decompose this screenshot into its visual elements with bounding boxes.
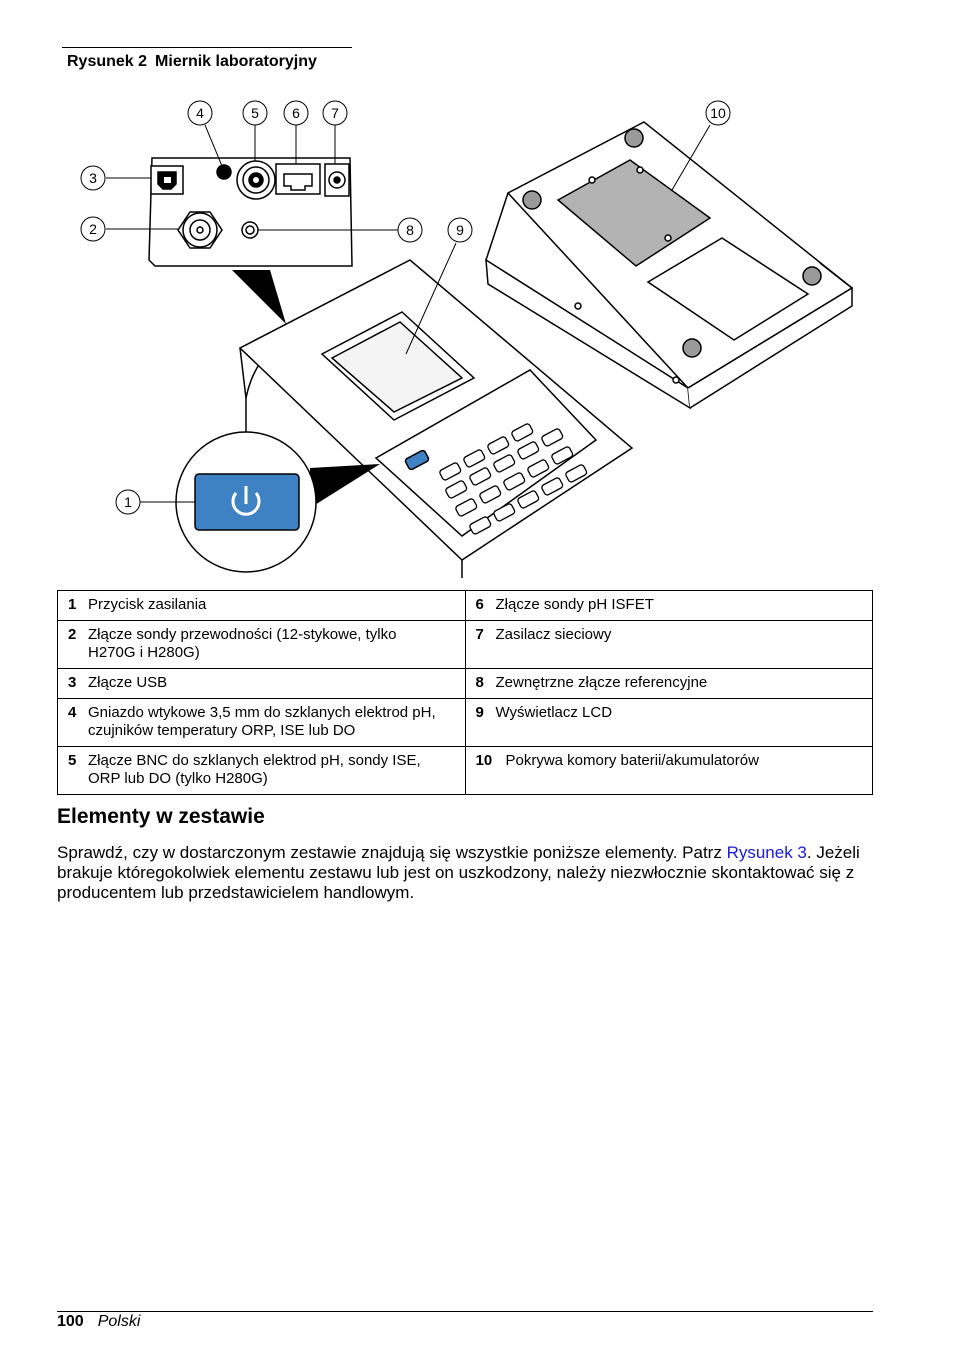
footer-language: Polski xyxy=(97,1313,141,1330)
callout-10 xyxy=(706,101,730,125)
callout-number: 2 xyxy=(89,221,97,237)
legend-cell-right xyxy=(465,591,873,621)
legend-cell-right xyxy=(465,747,873,795)
legend-number: 7 xyxy=(475,626,484,643)
callout-number: 1 xyxy=(124,494,132,510)
callout-6 xyxy=(284,101,308,125)
legend-number: 8 xyxy=(475,674,484,691)
legend-number: 9 xyxy=(475,704,484,721)
footer-rule xyxy=(57,1311,873,1312)
legend-row xyxy=(58,747,873,795)
callout-3 xyxy=(81,166,105,190)
callout-7 xyxy=(323,101,347,125)
callout-number: 9 xyxy=(456,222,464,238)
callout-number: 6 xyxy=(292,105,300,121)
legend-cell-left xyxy=(58,699,466,747)
callout-4 xyxy=(188,101,212,125)
connector-panel xyxy=(149,158,352,266)
figure-3-link[interactable]: Rysunek 3 xyxy=(726,843,807,862)
legend-number: 3 xyxy=(68,674,77,691)
meter-rear xyxy=(486,122,852,408)
callout-9 xyxy=(448,218,472,242)
legend-cell-left xyxy=(58,747,466,795)
panel-pointer xyxy=(232,270,286,324)
callout-8 xyxy=(398,218,422,242)
legend-cell-left xyxy=(58,669,466,699)
legend-text: Złącze BNC do szklanych elektrod pH, sondy ISE, ORP lub DO (tylko H280G) xyxy=(88,752,421,787)
legend-text: Zewnętrzne złącze referencyjne xyxy=(495,674,708,691)
legend-text: Złącze sondy pH ISFET xyxy=(495,596,654,613)
section-paragraph xyxy=(57,843,877,903)
page-number: 100 xyxy=(57,1313,84,1330)
meter-illustration xyxy=(60,88,860,578)
page-footer xyxy=(57,1313,140,1331)
callout-2 xyxy=(81,217,105,241)
callout-number: 3 xyxy=(89,170,97,186)
callout-5 xyxy=(243,101,267,125)
legend-row xyxy=(58,669,873,699)
power-button-magnified xyxy=(176,432,316,572)
legend-cell-left xyxy=(58,621,466,669)
paragraph-text-2: . Jeżeli brakuje któregokolwiek elementu zestawu lub jest on uszkodzony, należy niezwłocznie skontaktować się z producentem lub przedstawicielem handlowym. xyxy=(57,843,860,902)
figure-caption-rule xyxy=(62,47,352,48)
legend-cell-right xyxy=(465,621,873,669)
legend-cell-left xyxy=(58,591,466,621)
legend-cell-right xyxy=(465,669,873,699)
legend-row xyxy=(58,621,873,669)
legend-number: 5 xyxy=(68,752,77,769)
legend-text: Złącze sondy przewodności (12-stykowe, tylko H270G i H280G) xyxy=(88,626,397,661)
legend-number: 4 xyxy=(68,704,77,721)
figure-title: Miernik laboratoryjny xyxy=(155,53,317,70)
figure-caption xyxy=(67,53,317,71)
legend-table xyxy=(57,590,873,795)
section-heading: Elementy w zestawie xyxy=(57,805,265,828)
legend-number: 10 xyxy=(475,752,493,769)
callout-number: 8 xyxy=(406,222,414,238)
callout-1 xyxy=(116,490,140,514)
paragraph-text-1: Sprawdź, czy w dostarczonym zestawie znajdują się wszystkie poniższe elementy. Patrz xyxy=(57,843,727,862)
callout-number: 10 xyxy=(710,105,726,121)
callout-number: 7 xyxy=(331,105,339,121)
legend-number: 1 xyxy=(68,596,77,613)
legend-row xyxy=(58,591,873,621)
figure-label: Rysunek 2 xyxy=(67,53,148,70)
legend-text: Złącze USB xyxy=(88,674,168,691)
legend-number: 2 xyxy=(68,626,77,643)
legend-text: Gniazdo wtykowe 3,5 mm do szklanych elektrod pH, czujników temperatury ORP, ISE lub DO xyxy=(88,704,436,739)
legend-text: Pokrywa komory baterii/akumulatorów xyxy=(505,752,759,769)
legend-row xyxy=(58,699,873,747)
legend-text: Zasilacz sieciowy xyxy=(495,626,612,643)
legend-text: Przycisk zasilania xyxy=(88,596,207,613)
legend-text: Wyświetlacz LCD xyxy=(495,704,613,721)
legend-number: 6 xyxy=(475,596,484,613)
callout-number: 5 xyxy=(251,105,259,121)
legend-cell-right xyxy=(465,699,873,747)
callout-number: 4 xyxy=(196,105,204,121)
